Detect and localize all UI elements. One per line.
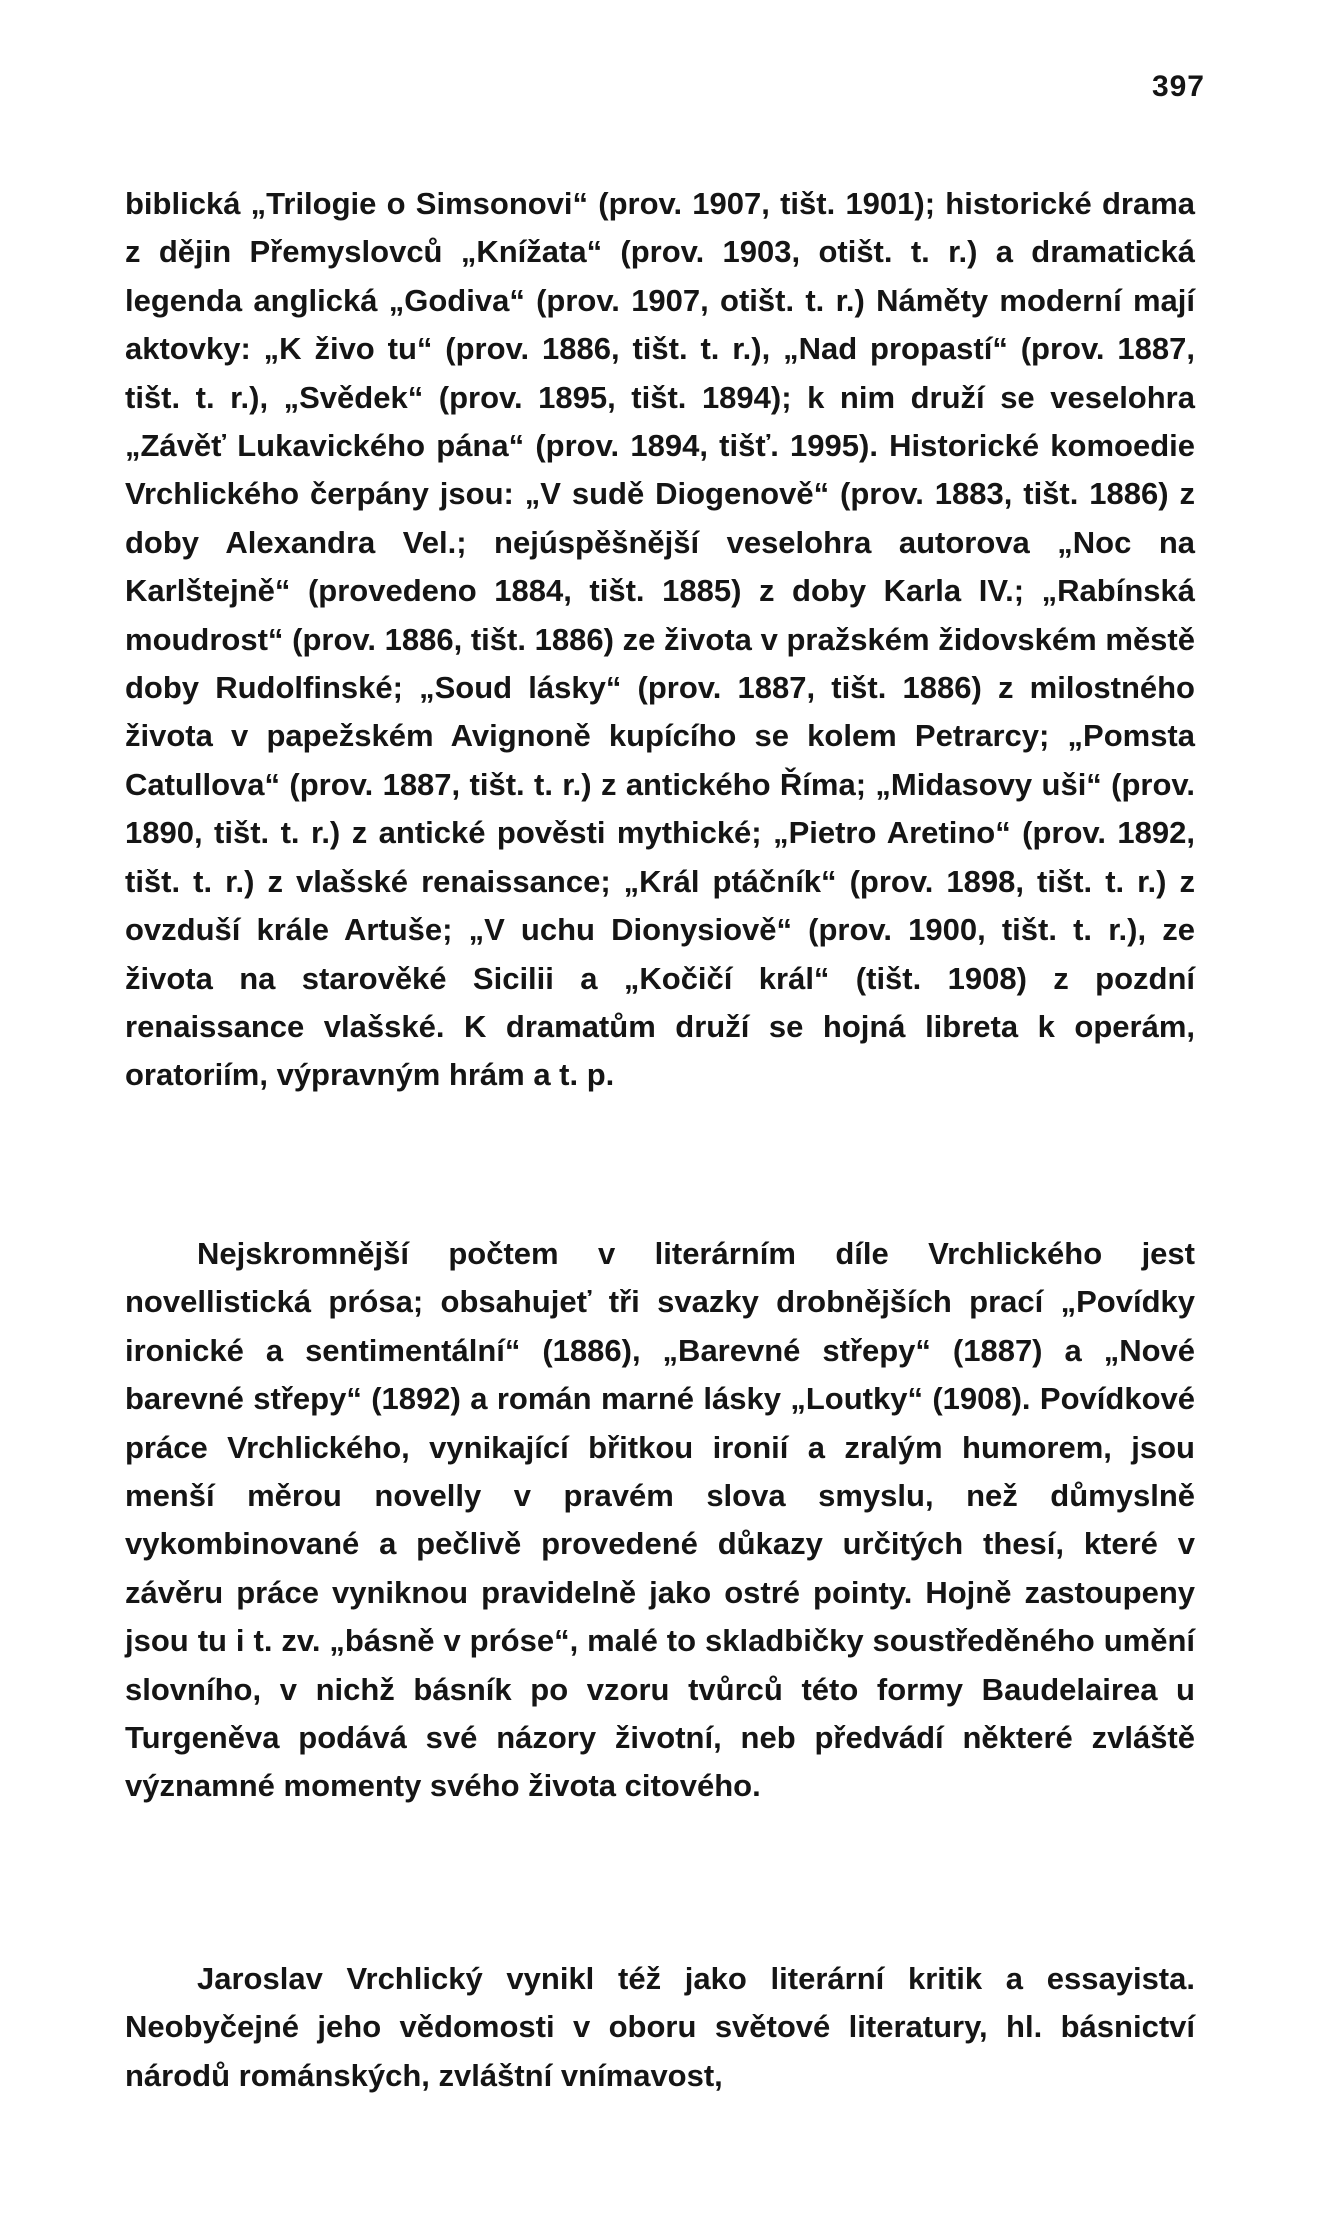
paragraph-prose xyxy=(125,1230,1195,1811)
paragraph-dramas xyxy=(125,180,1195,1100)
page-number: 397 xyxy=(1151,70,1205,103)
paragraph-text: Nejskromnější počtem v literárním díle Vrchlického jest novellistická prósa; obsahujeť tři svazky drobnějších prací „Povídky ironické a sentimentální“ (1886), „Barevné střepy“ (1887) a „Nové barevné střepy“ (1892) a román marné lásky „Loutky“ (1908). Povídkové práce Vrchlického, vynikající břitkou ironií a zralým humorem, jsou menší měrou novelly v pravém slova smyslu, než důmyslně vykombinované a pečlivě provedené důkazy určitých thesí, které v závěru práce vyniknou pravidelně jako ostré pointy. Hojně zastoupeny jsou tu i t. zv. „básně v próse“, malé to skladbičky soustředěného umění slovního, v nichž básník po vzoru tvůrců této formy Baudelairea u Turgeněva podává své názory životní, neb předvádí některé zvláště významné momenty svého života citového. xyxy=(125,1236,1195,1804)
paragraph-text: biblická „Trilogie o Simsonovi“ (prov. 1907, tišt. 1901); historické drama z dějin Přemyslovců „Knížata“ (prov. 1903, otišt. t. r.) a dramatická legenda anglická „Godiva“ (prov. 1907, otišt. t. r.) Náměty moderní mají aktovky: „K živo tu“ (prov. 1886, tišt. t. r.), „Nad propastí“ (prov. 1887, tišt. t. r.), „Svědek“ (prov. 1895, tišt. 1894); k nim druží se veselohra „Závěť Lukavického pána“ (prov. 1894, tišť. 1995). Historické komoedie Vrchlického čerpány jsou: „V sudě Diogenově“ (prov. 1883, tišt. 1886) z doby Alexandra Vel.; nejúspěšnější veselohra autorova „Noc na Karlštejně“ (provedeno 1884, tišt. 1885) z doby Karla IV.; „Rabínská moudrost“ (prov. 1886, tišt. 1886) ze života v pražském židovském městě doby Rudolfinské; „Soud lásky“ (prov. 1887, tišt. 1886) z milostného života v papežském Avignoně kupícího se kolem Petrarcy; „Pomsta Catullova“ (prov. 1887, tišt. t. r.) z antického Říma; „Midasovy uši“ (prov. 1890, tišt. t. r.) z antické pověsti mythické; „Pietro Aretino“ (prov. 1892, tišt. t. r.) z vlašské renaissance; „Král ptáčník“ (prov. 1898, tišt. t. r.) z ovzduší krále Artuše; „V uchu Dionysiově“ (prov. 1900, tišt. t. r.), ze života na starověké Sicilii a „Kočičí král“ (tišt. 1908) z pozdní renaissance vlašské. K dramatům druží se hojná libreta k operám, oratoriím, výpravným hrám a t. p. xyxy=(125,186,1195,1093)
paragraph-critic xyxy=(125,1955,1195,2100)
paragraph-text: Jaroslav Vrchlický vynikl též jako literární kritik a essayista. Neobyčejné jeho vědomosti v oboru světové literatury, hl. básnictví národů románských, zvláštní vnímavost, xyxy=(125,1961,1195,2093)
